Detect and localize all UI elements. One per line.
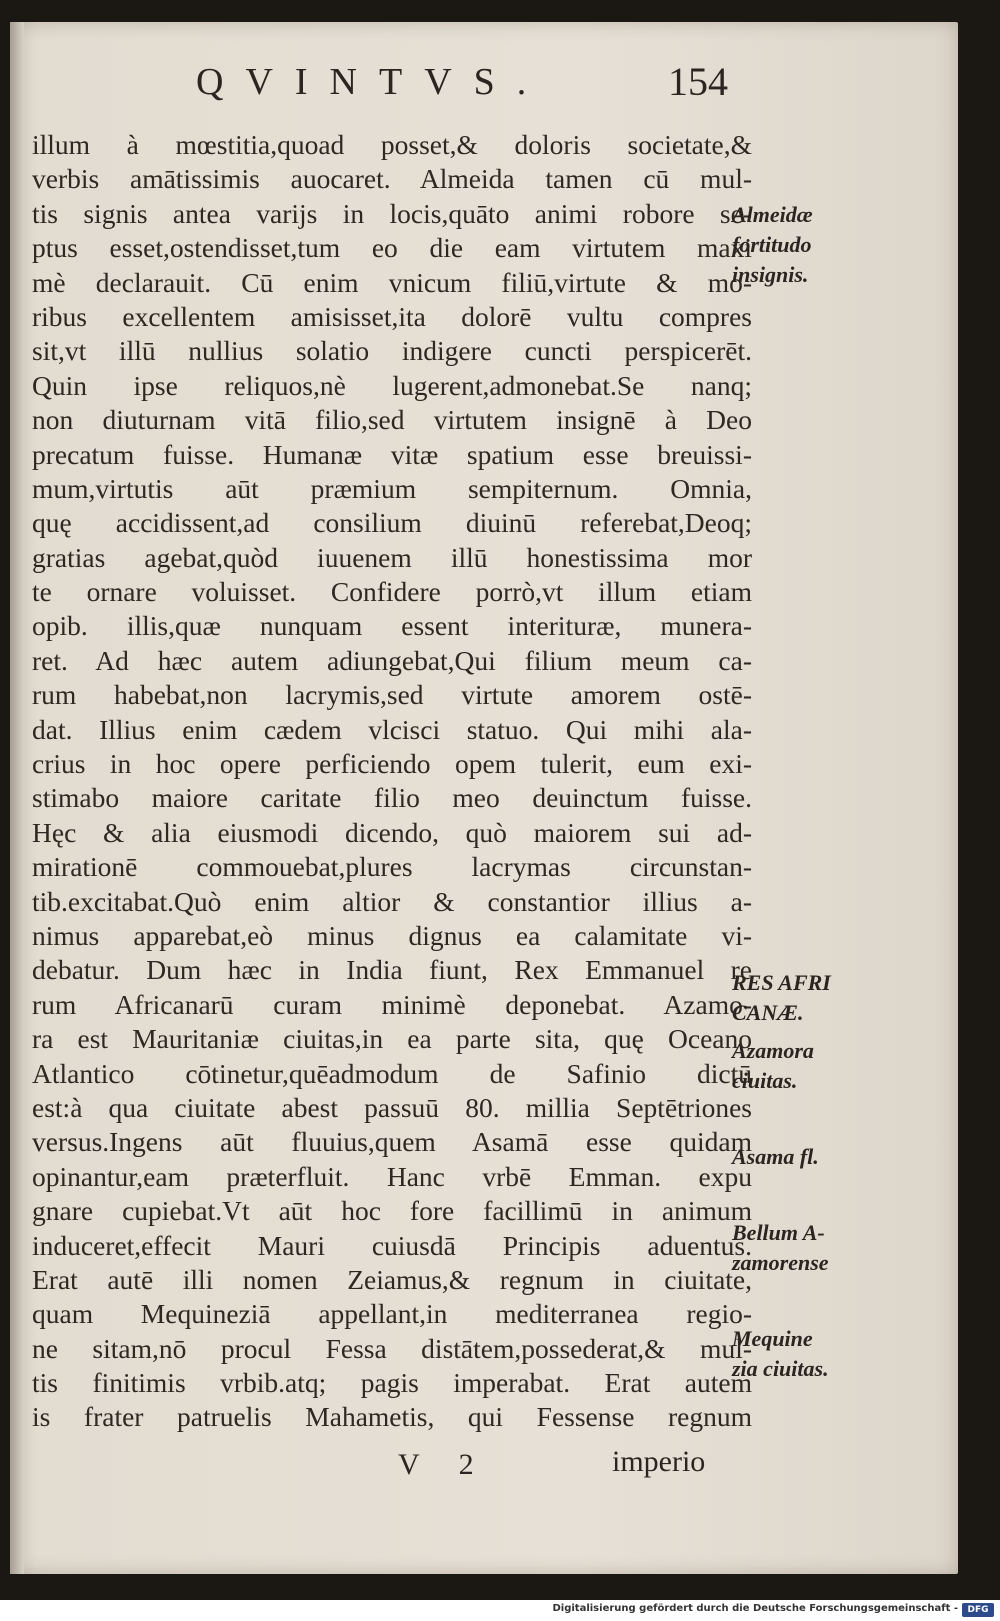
text-line: ra est Mauritaniæ ciuitas,in ea parte sita, quę Oceano [32,1023,752,1055]
digitization-credit: Digitalisierung gefördert durch die Deutsche Forschungsgemeinschaft - [552,1603,958,1614]
text-line: mirationē commouebat,plures lacrymas circunstan- [32,851,752,883]
text-line: Quin ipse reliquos,nè lugerent,admonebat.Se nanq; [32,369,752,401]
margin-note-azamora: Azamora ciuitas. [732,1038,814,1093]
text-line: gnare cupiebat.Vt aūt hoc fore facillimū in animum [32,1195,752,1227]
catchword: imperio [612,1445,706,1478]
margin-note-mequinezia: Mequine zia ciuitas. [732,1326,829,1381]
body-text [32,128,752,1435]
signature-mark: V 2 [398,1448,490,1481]
text-line: tis signis antea varijs in locis,quāto animi robore se- [32,197,752,229]
text-line: gratias agebat,quòd iuuenem illū honestissima mor [32,541,752,573]
text-line: precatum fuisse. Humanæ vitæ spatium esse breuissi- [32,438,752,470]
text-line: rum habebat,non lacrymis,sed virtute amorem ostē- [32,679,752,711]
text-line: Hęc & alia eiusmodi dicendo, quò maiorem sui ad- [32,816,752,848]
text-line: verbis amātissimis auocaret. Almeida tamen cū mul- [32,163,752,195]
text-line: non diuturnam vitā filio,sed virtutem insignē à Deo [32,404,752,436]
page-gutter [10,22,24,1574]
dfg-logo: DFG [962,1603,994,1617]
text-line: versus.Ingens aūt fluuius,quem Asamā esse quidam [32,1126,752,1158]
text-line: quę accidissent,ad consilium diuinū referebat,Deoq; [32,507,752,539]
text-line: ret. Ad hæc autem adiungebat,Qui filium meum ca- [32,644,752,676]
text-line: ribus excellentem amisisset,ita dolorē vultu compres [32,300,752,332]
margin-note-asama: Asama fl. [732,1144,819,1169]
text-line: mum,virtutis aūt præmium sempiternum. Omnia, [32,472,752,504]
text-line: est:à qua ciuitate abest passuū 80. millia Septētriones [32,1091,752,1123]
text-line: stimabo maiore caritate filio meo deuinctum fuisse. [32,782,752,814]
text-line: Atlantico cōtinetur,quēadmodum de Safinio dictū [32,1057,752,1089]
text-line: crius in hoc opere perficiendo opem tulerit, eum exi- [32,748,752,780]
text-line: Erat autē illi nomen Zeiamus,& regnum in ciuitate, [32,1263,752,1295]
text-line: mè declarauit. Cū enim vnicum filiū,virtute & mo- [32,266,752,298]
text-line: quam Mequineziā appellant,in mediterranea regio- [32,1298,752,1330]
text-line: sit,vt illū nullius solatio indigere cuncti perspicerēt. [32,335,752,367]
margin-note-res-africanae: RES AFRI CANÆ. [732,970,831,1025]
text-line: ne sitam,nō procul Fessa distātem,possederat,& mul- [32,1332,752,1364]
text-line: debatur. Dum hæc in India fiunt, Rex Emmanuel re [32,954,752,986]
text-line: opinantur,eam præterfluit. Hanc vrbē Emman. expu [32,1160,752,1192]
text-line: ptus esset,ostendisset,tum eo die eam virtutem maxi [32,232,752,264]
text-line: opib. illis,quæ nunquam essent interituræ, munera- [32,610,752,642]
margin-note-almeida: Almeidæ fortitudo insignis. [732,202,813,287]
page-number: 154 [668,59,728,104]
text-line: rum Africanarū curam minimè deponebat. Azamo- [32,988,752,1020]
running-title: QVINTVS. [196,61,549,103]
margin-note-bellum: Bellum A- zamorense [732,1220,829,1275]
text-line: illum à mœstitia,quoad posset,& doloris societate,& [32,129,752,160]
text-line: nimus apparebat,eò minus dignus ea calamitate vi- [32,919,752,951]
text-line: tis finitimis vrbib.atq; pagis imperabat. Erat autem [32,1367,752,1399]
text-line: tib.excitabat.Quò enim altior & constantior illius a- [32,885,752,917]
text-line: dat. Illius enim cædem vlcisci statuo. Qui mihi ala- [32,713,752,745]
text-line: induceret,effecit Mauri cuiusdā Principis aduentus. [32,1229,752,1261]
text-line: is frater patruelis Mahametis, qui Fessense regnum [32,1401,752,1433]
text-line: te ornare voluisset. Confidere porrò,vt illum etiam [32,576,752,608]
